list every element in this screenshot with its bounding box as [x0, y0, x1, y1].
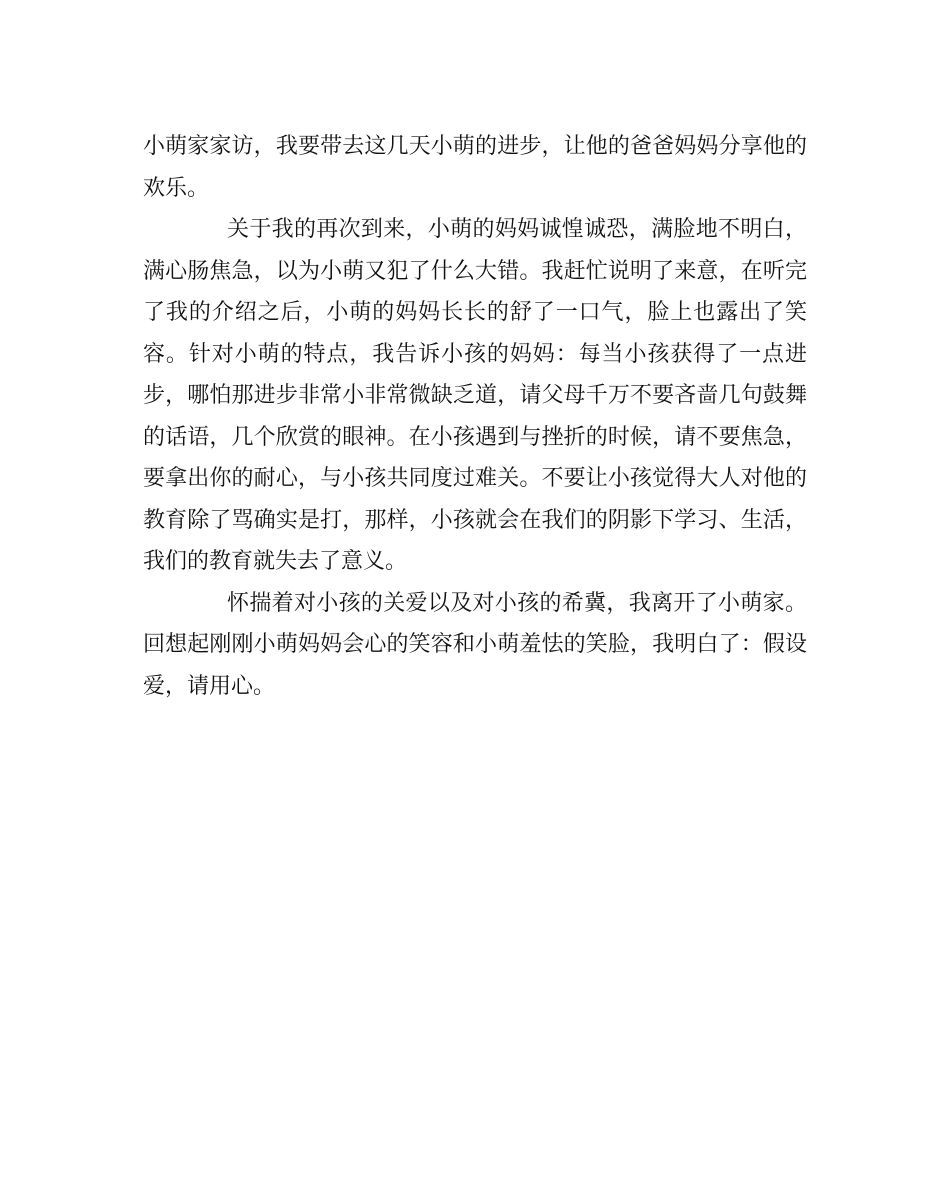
- text-line: 要拿出你的耐心，与小孩共同度过难关。不要让小孩觉得大人对他的: [143, 466, 807, 491]
- text-line: 欢乐。: [143, 175, 210, 201]
- text-line: 了我的介绍之后，小萌的妈妈长长的舒了一口气，脸上也露出了笑: [143, 300, 807, 325]
- text-line: 教育除了骂确实是打，那样，小孩就会在我们的阴影下学习、生活，: [143, 507, 807, 533]
- document-body: [143, 126, 807, 707]
- text-line: 小萌家家访，我要带去这几天小萌的进步，让他的爸爸妈妈分享他的: [143, 134, 807, 159]
- text-line: 容。针对小萌的特点，我告诉小孩的妈妈：每当小孩获得了一点进: [143, 341, 807, 367]
- text-line: 关于我的再次到来，小萌的妈妈诚惶诚恐，满脸地不明白，: [227, 217, 807, 242]
- text-line: 满心肠焦急，以为小萌又犯了什么大错。我赶忙说明了来意，在听完: [143, 258, 807, 284]
- text-line: 步，哪怕那进步非常小非常微缺乏道，请父母千万不要吝啬几句鼓舞: [143, 383, 807, 408]
- text-line: 爱，请用心。: [143, 673, 276, 699]
- text-line: 怀揣着对小孩的关爱以及对小孩的希冀，我离开了小萌家。: [227, 590, 807, 616]
- text-line: 的话语，几个欣赏的眼神。在小孩遇到与挫折的时候，请不要焦急，: [143, 424, 807, 450]
- text-line: 回想起刚刚小萌妈妈会心的笑容和小萌羞怯的笑脸，我明白了：假设: [143, 632, 807, 657]
- text-line: 我们的教育就失去了意义。: [143, 549, 408, 574]
